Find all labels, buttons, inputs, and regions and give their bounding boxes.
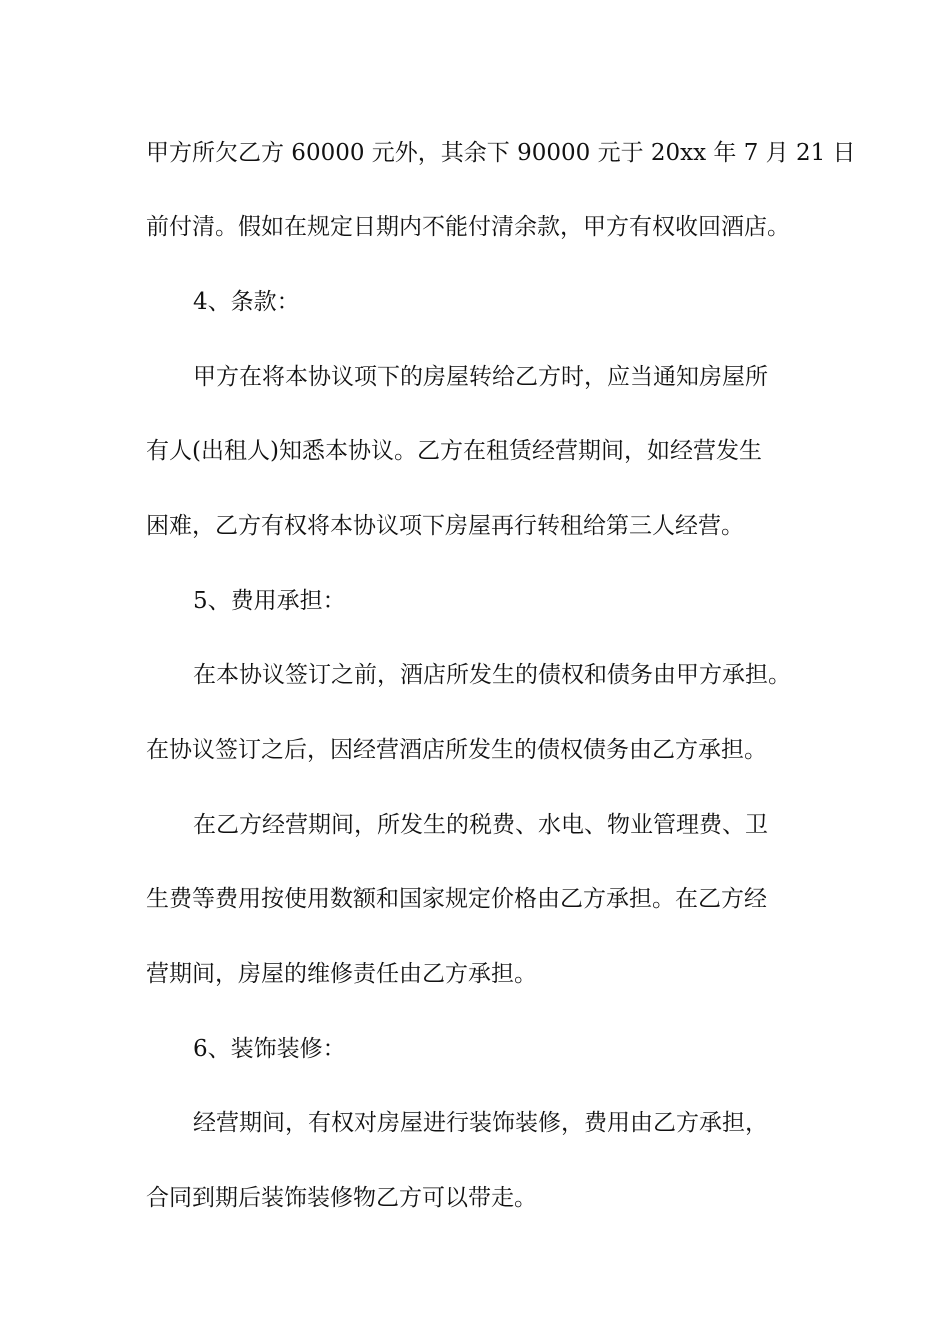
text-line-costs-5: 营期间，房屋的维修责任由乙方承担。 xyxy=(146,961,537,987)
section-heading-costs: 5、费用承担： xyxy=(193,588,346,614)
text-line-payment-deadline: 前付清。假如在规定日期内不能付清余款，甲方有权收回酒店。 xyxy=(146,214,790,240)
section-heading-decoration: 6、装饰装修： xyxy=(193,1036,346,1062)
text-line-costs-3: 在乙方经营期间，所发生的税费、水电、物业管理费、卫 xyxy=(193,812,768,838)
text-line-terms-1: 甲方在将本协议项下的房屋转给乙方时，应当通知房屋所 xyxy=(193,364,768,390)
text-line-terms-2: 有人(出租人)知悉本协议。乙方在租赁经营期间，如经营发生 xyxy=(146,438,762,464)
section-heading-terms: 4、条款： xyxy=(193,289,300,315)
text-line-payment-terms: 甲方所欠乙方 60000 元外，其余下 90000 元于 20xx 年 7 月 21 日 xyxy=(146,140,856,166)
text-line-decoration-2: 合同到期后装饰装修物乙方可以带走。 xyxy=(146,1185,537,1211)
text-line-costs-2: 在协议签订之后，因经营酒店所发生的债权债务由乙方承担。 xyxy=(146,737,767,763)
text-line-costs-4: 生费等费用按使用数额和国家规定价格由乙方承担。在乙方经 xyxy=(146,886,767,912)
text-line-decoration-1: 经营期间，有权对房屋进行装饰装修，费用由乙方承担， xyxy=(193,1110,768,1136)
text-line-costs-1: 在本协议签订之前，酒店所发生的债权和债务由甲方承担。 xyxy=(193,662,791,688)
text-line-terms-3: 困难，乙方有权将本协议项下房屋再行转租给第三人经营。 xyxy=(146,513,744,539)
